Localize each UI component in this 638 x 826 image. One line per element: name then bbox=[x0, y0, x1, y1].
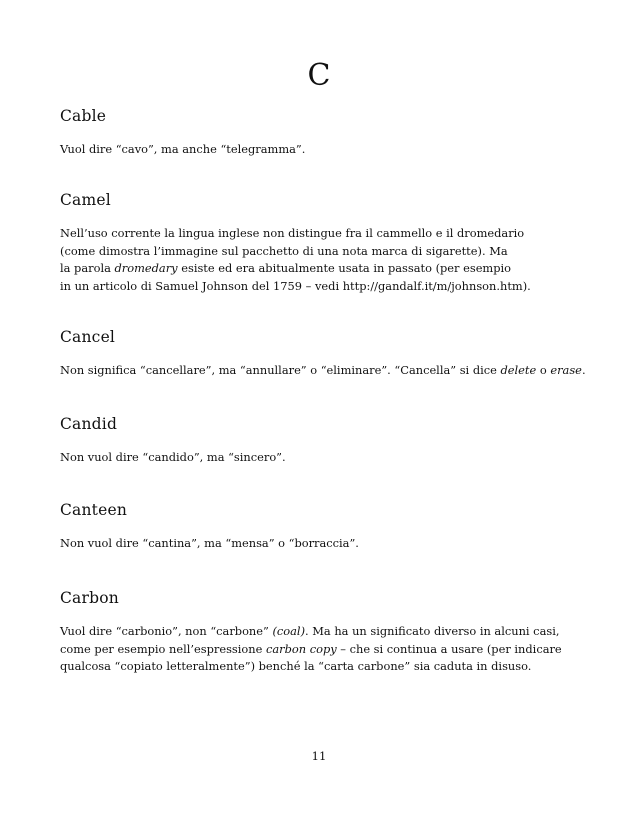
entry-term: Canteen bbox=[60, 501, 128, 519]
entry-canteen bbox=[60, 500, 580, 553]
definition-line bbox=[60, 535, 580, 553]
text-run: la parola bbox=[60, 261, 115, 275]
entry-definition bbox=[60, 141, 580, 159]
entry-term: Cancel bbox=[60, 328, 116, 346]
entry-term: Candid bbox=[60, 415, 118, 433]
entry-definition bbox=[60, 623, 580, 676]
text-run: qualcosa “copiato letteralmente”) benché la “carta carbone” sia caduta in disuso. bbox=[60, 659, 532, 673]
italic-term: carbon copy bbox=[265, 641, 337, 656]
text-run: Non vuol dire “candido”, ma “sincero”. bbox=[60, 450, 286, 464]
entry-definition bbox=[60, 225, 580, 295]
definition-line bbox=[60, 225, 580, 243]
italic-term: erase bbox=[550, 363, 582, 377]
entry-definition bbox=[60, 535, 580, 553]
definition-line bbox=[60, 362, 586, 380]
definition-line bbox=[60, 658, 580, 676]
text-run: o bbox=[536, 363, 551, 377]
section-letter-heading: C bbox=[307, 58, 331, 93]
entry-camel bbox=[60, 190, 580, 295]
text-run: . Ma ha un significato diverso in alcuni casi, bbox=[305, 624, 560, 638]
text-run: (come dimostra l’immagine sul pacchetto di una nota marca di sigarette). Ma bbox=[60, 243, 508, 258]
entry-definition bbox=[60, 362, 586, 380]
text-run: Non significa “cancellare”, ma “annullare” o “eliminare”. “Cancella” si dice bbox=[60, 363, 501, 377]
text-run: . bbox=[581, 363, 586, 377]
entry-candid bbox=[60, 414, 580, 467]
text-run: esiste ed era abitualmente usata in passato (per esempio bbox=[177, 261, 512, 275]
text-run: Vuol dire “cavo”, ma anche “telegramma”. bbox=[60, 142, 306, 156]
entry-carbon bbox=[60, 588, 580, 676]
definition-line bbox=[60, 141, 580, 159]
text-run: come per esempio nell’espressione bbox=[60, 641, 266, 656]
text-run: in un articolo di Samuel Johnson del 1759 – vedi http://gandalf.it/m/johnson.htm). bbox=[60, 278, 531, 293]
italic-term: dromedary bbox=[114, 261, 178, 275]
italic-term: delete bbox=[500, 363, 537, 377]
text-run: Vuol dire “carbonio”, non “carbone” bbox=[60, 624, 273, 638]
entry-term: Cable bbox=[60, 107, 107, 125]
definition-line bbox=[60, 260, 580, 278]
entry-cancel bbox=[60, 327, 586, 380]
text-run: Non vuol dire “cantina”, ma “mensa” o “borraccia”. bbox=[60, 536, 359, 550]
definition-line bbox=[60, 641, 580, 659]
page-number: 11 bbox=[311, 749, 327, 763]
entry-cable bbox=[60, 106, 580, 159]
text-run: – che si continua a usare (per indicare bbox=[336, 641, 562, 656]
definition-line bbox=[60, 243, 580, 261]
definition-line bbox=[60, 278, 580, 296]
entry-term: Carbon bbox=[60, 589, 119, 607]
text-run: Nell’uso corrente la lingua inglese non distingue fra il cammello e il dromedario bbox=[60, 226, 525, 240]
entry-term: Camel bbox=[60, 191, 111, 209]
definition-line bbox=[60, 449, 580, 467]
entry-definition bbox=[60, 449, 580, 467]
italic-term: (coal) bbox=[272, 624, 306, 638]
definition-line bbox=[60, 623, 580, 641]
